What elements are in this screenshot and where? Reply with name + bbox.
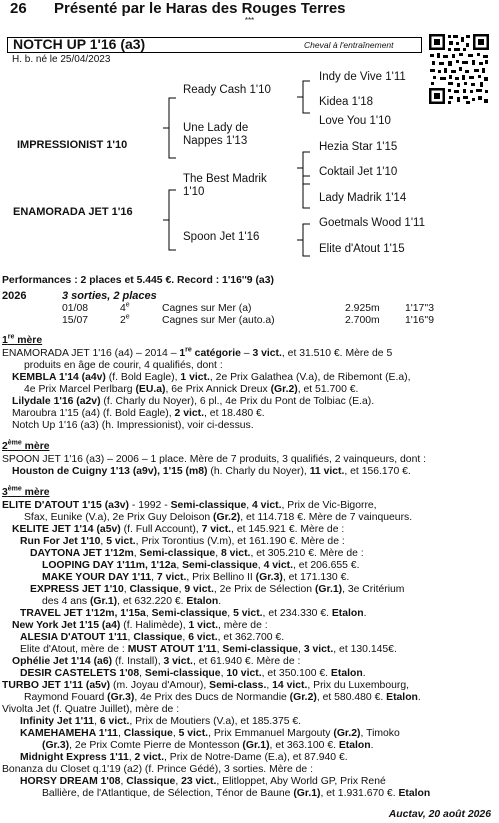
third-dam-line: ELITE D'ATOUT 1'15 (a3v) - 1992 - Semi-classique, 4 vict., Prix de Vic-Bigorre,: [2, 500, 377, 511]
pedigree-g3-5: Coktail Jet 1'10: [319, 166, 398, 178]
header-stars: ***: [244, 16, 255, 25]
third-dam-line: Run For Jet 1'10, 5 vict., Prix Torontius (V.m), et 161.190 €. Mère de :: [20, 536, 345, 547]
performances-year-summary: 3 sorties, 2 places: [62, 290, 157, 302]
pedigree-dam-dam: Spoon Jet 1'16: [183, 231, 260, 243]
third-dam-line: DAYTONA JET 1'12m, Semi-classique, 8 vict., et 305.210 €. Mère de :: [30, 548, 364, 559]
third-dam-line: TRAVEL JET 1'12m, 1'15a, Semi-classique, 5 vict., et 234.330 €. Etalon.: [20, 608, 367, 619]
second-dam-title: 2ème mère: [2, 439, 50, 452]
pedigree-g3-7: Goetmals Wood 1'11: [319, 217, 425, 229]
first-dam-line: produits en âge de courir, 4 qualifiés, dont :: [24, 360, 223, 371]
pedigree-dam-sire: The Best Madrik 1'10: [183, 173, 267, 198]
performances-year: 2026: [2, 290, 27, 302]
pedigree-sire-dam: Une Lady de Nappes 1'13: [183, 122, 249, 147]
pedigree-g3-1: Indy de Vive 1'11: [319, 71, 406, 83]
pedigree-g3-2: Kidea 1'18: [319, 96, 373, 108]
pedigree-g3-8: Elite d'Atout 1'15: [319, 243, 405, 255]
pedigree-g3-6: Lady Madrik 1'14: [319, 192, 407, 204]
third-dam-line: EXPRESS JET 1'10, Classique, 9 vict., 2e Prix de Sélection (Gr.1), 3e Critérium: [30, 584, 405, 595]
first-dam-line: 4e Prix Marcel Perlbarg (EU.a), 6e Prix Annick Dreux (Gr.2), et 51.700 €.: [24, 384, 359, 395]
first-dam-line: Lilydale 1'16 (a2v) (f. Charly du Noyer), 6 pl., 4e Prix du Pont de Tolbiac (E.a).: [12, 396, 375, 407]
first-dam-line: Maroubra 1'15 (a4) (f. Bold Eagle), 2 vict., et 18.480 €.: [12, 408, 265, 419]
performances-summary: Performances : 2 places et 5.445 €. Record : 1'16''9 (a3): [2, 275, 274, 286]
pedigree-sire: IMPRESSIONIST 1'10: [17, 139, 128, 151]
performances-table: [62, 303, 434, 327]
third-dam-line: New York Jet 1'15 (a4) (f. Halimède), 1 vict., mère de :: [12, 620, 268, 631]
third-dam-line: Midnight Express 1'11, 2 vict., Prix de Notre-Dame (E.a), et 87.940 €.: [20, 752, 348, 763]
third-dam-line: Bonanza du Closet q.1'19 (a2) (f. Prince Gédé), 3 sorties. Mère de :: [2, 764, 313, 775]
third-dam-line: Elite d'Atout, mère de : MUST ATOUT 1'11, Semi-classique, 3 vict., et 130.145€.: [20, 644, 397, 655]
third-dam-line: LOOPING DAY 1'11m, 1'12a, Semi-classique, 4 vict., et 206.655 €.: [42, 560, 360, 571]
pedigree-g3-3: Love You 1'10: [319, 115, 391, 127]
race-row: 01/08 4e Cagnes sur Mer (a) 2.925m 1'17''3: [62, 301, 435, 314]
third-dam-line: Infinity Jet 1'11, 6 vict., Prix de Moutiers (V.a), et 185.375 €.: [20, 716, 302, 727]
pedigree-sire-sire: Ready Cash 1'10: [183, 84, 271, 96]
third-dam-line: DESIR CASTELETS 1'08, Semi-classique, 10 vict., et 350.100 €. Etalon.: [20, 668, 366, 679]
page-header: Présenté par le Haras des Rouges Terres: [54, 0, 346, 17]
third-dam-line: MAKE YOUR DAY 1'11, 7 vict., Prix Bellino II (Gr.3), et 171.130 €.: [42, 572, 350, 583]
horse-birth: H. b. né le 25/04/2023: [12, 54, 111, 65]
horse-name: NOTCH UP 1'16 (a3): [13, 36, 146, 52]
third-dam-line: KAMEHAMEHA 1'11, Classique, 5 vict., Prix Emmanuel Margouty (Gr.2), Timoko: [20, 728, 400, 739]
third-dam-line: Vivolta Jet (f. Quatre Juillet), mère de :: [2, 704, 180, 715]
third-dam-line: ALESIA D'ATOUT 1'11, Classique, 6 vict., et 362.700 €.: [20, 632, 285, 643]
third-dam-line: Sfax, Eunike (V.a), 2e Prix Guy Deloison (Gr.2), et 114.718 €. Mère de 7 vainqueurs.: [24, 512, 413, 523]
third-dam-title: 3ème mère: [2, 485, 50, 498]
first-dam-title: 1re mère: [2, 333, 43, 346]
third-dam-line: TURBO JET 1'11 (a5v) (m. Joyau d'Amour), Semi-class., 14 vict., Prix du Luxembourg,: [2, 680, 410, 691]
first-dam-line: ENAMORADA JET 1'16 (a4) – 2014 – 1re catégorie – 3 vict., et 31.510 €. Mère de 5: [2, 346, 393, 359]
footer-source: Auctav, 20 août 2026: [388, 809, 491, 820]
pedigree-g3-4: Hezia Star 1'15: [319, 141, 398, 153]
race-row: 15/07 2e Cagnes sur Mer (auto.a) 2.700m 1'16''9: [62, 313, 435, 326]
horse-status: Cheval à l'entraînement: [304, 40, 394, 50]
third-dam-line: Ballière, de l'Atlantique, de Sélection, Ténor de Baune (Gr.1), et 1.931.670 €. Etalon: [42, 788, 431, 799]
first-dam-line: Notch Up 1'16 (a3) (h. Impressionist), voir ci-dessus.: [12, 420, 254, 431]
third-dam-line: (Gr.3), 2e Prix Comte Pierre de Montesson (Gr.1), et 363.100 €. Etalon.: [42, 740, 374, 751]
third-dam-line: des 4 ans (Gr.1), et 632.220 €. Etalon.: [42, 596, 222, 607]
second-dam-line: SPOON JET 1'16 (a3) – 2006 – 1 place. Mère de 7 produits, 3 qualifiés, 2 vainqueurs, dont :: [2, 454, 427, 465]
pedigree-dam: ENAMORADA JET 1'16: [13, 206, 133, 218]
third-dam-line: HORSY DREAM 1'08, Classique, 23 vict., Elitloppet, Aby World GP, Prix René: [20, 776, 386, 787]
third-dam-line: Raymond Fouard (Gr.3), 4e Prix des Ducs de Normandie (Gr.2), et 580.480 €. Etalon.: [24, 692, 421, 703]
first-dam-line: KEMBLA 1'14 (a4v) (f. Bold Eagle), 1 vict., 2e Prix Galathea (V.a), de Ribemont (E.a),: [12, 372, 411, 383]
third-dam-line: Ophélie Jet 1'14 (a6) (f. Install), 3 vict., et 61.940 €. Mère de :: [12, 656, 301, 667]
third-dam-line: KELITE JET 1'14 (a5v) (f. Full Account), 7 vict., et 145.921 €. Mère de :: [12, 524, 345, 535]
second-dam-line: Houston de Cuigny 1'13 (a9v), 1'15 (m8) (h. Charly du Noyer), 11 vict., et 156.170 €.: [12, 466, 411, 477]
page-number: 26: [10, 0, 27, 17]
